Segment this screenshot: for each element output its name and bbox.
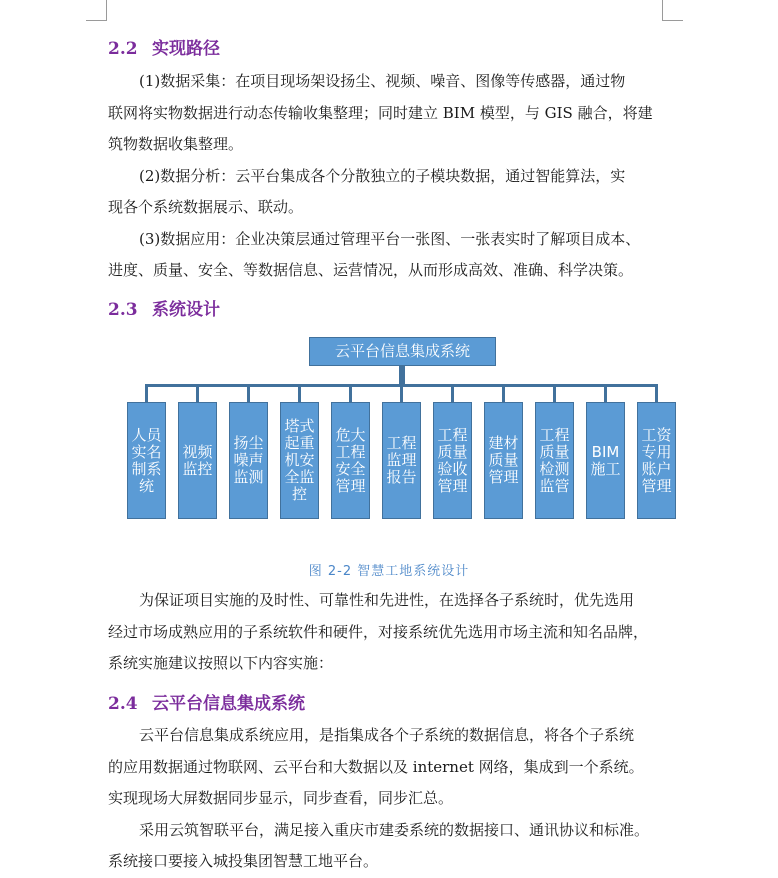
diagram-drop-connector xyxy=(196,384,199,403)
diagram-drop-connector xyxy=(655,384,658,403)
section-2-4-body xyxy=(108,720,668,878)
diagram-child-label: 视频监控 xyxy=(182,442,213,478)
section-title: 系统设计 xyxy=(152,300,220,320)
diagram-child-box xyxy=(535,402,574,519)
diagram-child-label: BIM施工 xyxy=(590,442,621,478)
text-line: 的应用数据通过物联网、云平台和大数据以及 internet 网络，集成到一个系统。 xyxy=(108,757,644,776)
text-line: 联网将实物数据进行动态传输收集整理；同时建立 BIM 模型，与 GIS 融合，将建 xyxy=(108,103,653,122)
text-line: (1)数据采集：在项目现场架设扬尘、视频、噪音、图像等传感器，通过物 xyxy=(139,72,626,90)
text-line: 采用云筑智联平台，满足接入重庆市建委系统的数据接口、通讯协议和标准。 xyxy=(139,820,650,839)
text-line: 系统接口要接入城投集团智慧工地平台。 xyxy=(108,852,379,870)
diagram-drop-connector xyxy=(145,384,148,403)
section-2-2-body xyxy=(108,66,668,287)
diagram-drop-connector xyxy=(400,384,403,403)
text-line: 实现现场大屏数据同步显示，同步查看，同步汇总。 xyxy=(108,789,454,807)
section-number: 2.4 xyxy=(108,694,138,714)
diagram-trunk-connector xyxy=(399,365,405,385)
section-2-3-heading xyxy=(108,295,220,320)
diagram-child-box xyxy=(127,402,166,519)
page-corner-mark-right xyxy=(662,0,683,21)
text-line: 为保证项目实施的及时性、可靠性和先进性，在选择各子系统时，优先选用 xyxy=(139,591,635,609)
text-line: 进度、质量、安全、等数据信息、运营情况，从而形成高效、准确、科学决策。 xyxy=(108,261,634,279)
text-line: 现各个系统数据展示、联动。 xyxy=(108,198,304,216)
text-line: 筑物数据收集整理。 xyxy=(108,135,244,153)
diagram-child-label: 工程监理报告 xyxy=(386,434,417,486)
diagram-child-label: 危大工程安全管理 xyxy=(335,425,366,495)
diagram-drop-connector xyxy=(298,384,301,403)
diagram-child-box xyxy=(229,402,268,519)
figure-caption: 图 2-2 智慧工地系统设计 xyxy=(308,564,470,579)
section-title: 云平台信息集成系统 xyxy=(152,694,305,714)
diagram-child-box xyxy=(178,402,217,519)
diagram-child-label: 工程质量验收管理 xyxy=(437,425,468,495)
text-line: 系统实施建议按照以下内容实施： xyxy=(108,654,334,672)
diagram-child-box xyxy=(280,402,319,519)
diagram-child-box xyxy=(586,402,625,519)
diagram-child-box xyxy=(433,402,472,519)
page-corner-mark-left xyxy=(86,0,107,21)
text-line: 云平台信息集成系统应用，是指集成各个子系统的数据信息，将各个子系统 xyxy=(139,726,635,744)
diagram-child-label: 工程质量检测监管 xyxy=(539,425,570,495)
diagram-drop-connector xyxy=(247,384,250,403)
diagram-drop-connector xyxy=(349,384,352,403)
text-line: (3)数据应用：企业决策层通过管理平台一张图、一张表实时了解项目成本、 xyxy=(139,229,641,248)
diagram-drop-connector xyxy=(451,384,454,403)
diagram-drop-connector xyxy=(553,384,556,403)
diagram-child-label: 人员实名制系统 xyxy=(131,425,162,495)
diagram-child-label: 建材质量管理 xyxy=(488,434,519,486)
diagram-child-box xyxy=(484,402,523,519)
section-title: 实现路径 xyxy=(152,39,220,59)
text-line: 经过市场成熟应用的子系统软件和硬件，对接系统优先选用市场主流和知名品牌， xyxy=(108,622,649,641)
section-2-2-heading xyxy=(108,34,220,59)
diagram-child-label: 扬尘噪声监测 xyxy=(233,434,264,486)
diagram-child-box xyxy=(637,402,676,519)
text-line: (2)数据分析：云平台集成各个分散独立的子模块数据，通过智能算法，实 xyxy=(139,166,626,185)
section-number: 2.2 xyxy=(108,39,138,59)
diagram-child-label: 塔式起重机安全监控 xyxy=(284,417,315,503)
diagram-child-box xyxy=(331,402,370,519)
diagram-drop-connector xyxy=(604,384,607,403)
section-number: 2.3 xyxy=(108,300,138,320)
diagram-drop-connector xyxy=(502,384,505,403)
diagram-child-box xyxy=(382,402,421,519)
section-2-4-heading xyxy=(108,689,305,714)
diagram-root-box: 云平台信息集成系统 xyxy=(309,337,496,366)
diagram-child-label: 工资专用账户管理 xyxy=(641,425,672,495)
figure-followup-paragraph xyxy=(108,585,668,680)
